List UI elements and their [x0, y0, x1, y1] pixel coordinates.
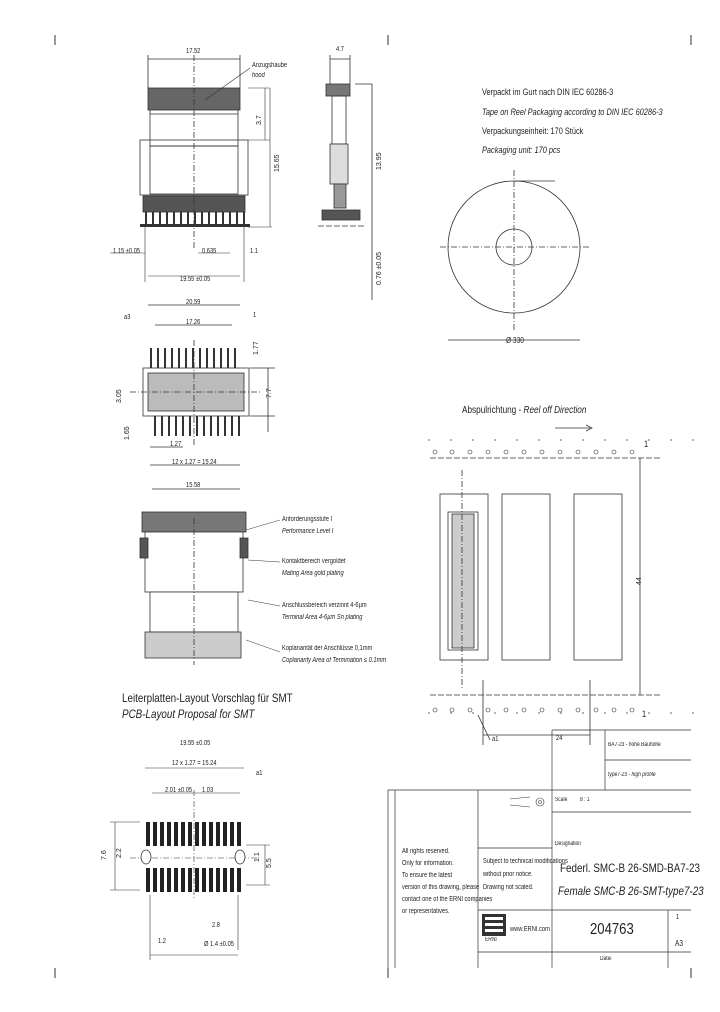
erni-logo-text: ERNI — [485, 937, 497, 943]
pcb-dim-width: 19.55 ±0.05 — [180, 740, 211, 747]
side-view — [318, 55, 372, 300]
rights-line-6: or representatives. — [402, 908, 450, 915]
pcb-dim-v3: 1.1 — [254, 852, 261, 862]
pcb-dim-v2: 2.2 — [116, 848, 123, 858]
dim-width-17: 17.26 — [186, 319, 201, 326]
dim-pitch: 1.27 — [170, 441, 182, 448]
rights-line-2: Only for information. — [402, 860, 454, 867]
website: www.ERNI.com — [510, 926, 550, 933]
tape-mark-bottom: 1 — [642, 709, 647, 719]
pcb-label-a1: a1 — [256, 770, 263, 777]
tape-direction-arrow — [555, 425, 592, 431]
hood-label-en: hood — [252, 72, 265, 79]
packaging-en: Tape on Reel Packaging according to DIN IEC 60286-3 — [482, 107, 663, 117]
note-3-en: Terminal Area 4-6µm Sn plating — [282, 614, 363, 621]
dim-total-h: 15.65 — [274, 154, 281, 172]
dim-h-77: 7.7 — [266, 388, 273, 398]
dim-width-20: 20.59 — [186, 299, 201, 306]
dim-h-165: 1.65 — [124, 426, 131, 440]
note-4-de: Koplanarität der Anschlüsse 0,1mm — [282, 645, 373, 652]
title-de: Federl. SMC-B 26-SMD-BA7-23 — [560, 861, 700, 875]
dim-width-19: 19.55 ±0.05 — [180, 276, 211, 283]
note-3-de: Anschlussbereich verzinnt 4-6µm — [282, 602, 367, 609]
pcb-pads — [146, 822, 241, 892]
dim-h-177: 1.77 — [253, 341, 260, 355]
erni-logo — [482, 914, 506, 936]
pcb-locating-holes — [141, 850, 245, 864]
designation-label: Designation — [555, 841, 581, 847]
dim-left-offset: 1.15 ±0.05 — [113, 248, 141, 255]
reel-off-en: Reel off Direction — [523, 405, 587, 416]
dim-lead-h: 0.76 ±0.05 — [376, 251, 383, 285]
pcb-dim-d1: 2.01 ±0.05 — [165, 787, 193, 794]
packaging-de: Verpackt im Gurt nach DIN IEC 60286-3 — [482, 87, 614, 97]
pcb-title-de: Leiterplatten-Layout Vorschlag für SMT — [122, 691, 293, 705]
pcb-dim-v5: 1.2 — [158, 938, 166, 945]
dim-side-width: 4.7 — [336, 46, 344, 53]
reel — [440, 170, 590, 340]
label-a3: a3 — [124, 314, 131, 321]
note-2-de: Kontaktbereich vergoldet — [282, 558, 346, 565]
dim-pitch-sum: 12 x 1.27 = 15.24 — [172, 459, 217, 466]
pcb-dim-pitch-sum: 12 x 1.27 = 15.24 — [172, 760, 217, 767]
packaging-unit-en: Packaging unit: 170 pcs — [482, 145, 561, 155]
dim-h-305: 3.05 — [116, 389, 123, 403]
note-leaders — [246, 520, 280, 652]
dim-top-width: 17.52 — [186, 48, 201, 55]
dim-pin-spacing: 1.1 — [250, 248, 258, 255]
tape-label-a1: a1 — [492, 736, 499, 743]
part-number: 204763 — [590, 921, 634, 938]
rights-line-1: All rights reserved. — [402, 848, 450, 855]
file-label: Datei — [600, 956, 612, 962]
front-view-pins — [140, 212, 250, 227]
tape — [428, 440, 695, 745]
dim-head-h: 3.7 — [256, 115, 263, 125]
title-en: Female SMC-B 26-SMT-type7-23 — [558, 884, 704, 898]
note-4-en: Coplanarity Area of Termination ≤ 0.1mm — [282, 657, 387, 664]
label-side-1: 1 — [253, 312, 257, 319]
rights-line-3: To ensure the latest — [402, 872, 453, 879]
dim-total-bottom: 15.58 — [186, 482, 201, 489]
pcb-dim-d3: 2.8 — [212, 922, 220, 929]
pcb-dim-v4: 5.5 — [266, 858, 273, 868]
reel-diameter: Ø 330 — [506, 336, 524, 345]
subject-line-3: Drawing not scaled. — [483, 884, 534, 891]
tape-width: 44 — [636, 577, 643, 585]
pcb-layout — [110, 768, 270, 960]
sheet-format: A3 — [675, 939, 684, 948]
scale-label: Scale — [555, 797, 568, 803]
variant-de: BA7-23 - hohe Bauhöhe — [608, 742, 661, 748]
packaging-unit-de: Verpackungseinheit: 170 Stück — [482, 126, 584, 136]
projection-symbol — [510, 797, 544, 807]
scale-value: 8 : 1 — [580, 797, 590, 803]
dim-pin-width: 0.635 — [202, 248, 217, 255]
pcb-dim-v1: 7.6 — [101, 850, 108, 860]
issue-number: 1 — [676, 914, 680, 921]
pcb-dim-d4: Ø 1.4 ±0.05 — [204, 941, 234, 948]
note-2-en: Mating Area gold plating — [282, 570, 344, 577]
rights-line-5: contact one of the ERNI companies — [402, 896, 493, 903]
rights-line-4: version of this drawing, please — [402, 884, 480, 891]
subject-line-1: Subject to technical modifications — [483, 858, 568, 865]
hood-label-de: Anzugshaube — [252, 62, 288, 69]
note-1-en: Performance Level I — [282, 528, 334, 535]
reel-off-direction — [462, 406, 586, 416]
bottom-connector-view — [140, 512, 248, 665]
tape-mark-top: 1 — [644, 439, 649, 449]
pcb-dim-d2: 1.03 — [202, 787, 214, 794]
tape-pitch: 24 — [556, 735, 563, 742]
pcb-title-en: PCB-Layout Proposal for SMT — [122, 707, 255, 721]
dim-body-h: 13.95 — [376, 152, 383, 170]
subject-line-2: without prior notice. — [483, 871, 533, 878]
note-1-de: Anforderungsstufe I — [282, 516, 333, 523]
variant-en: type7-23 - high profile — [608, 772, 656, 778]
reel-off-de: Abspulrichtung - — [462, 405, 524, 416]
